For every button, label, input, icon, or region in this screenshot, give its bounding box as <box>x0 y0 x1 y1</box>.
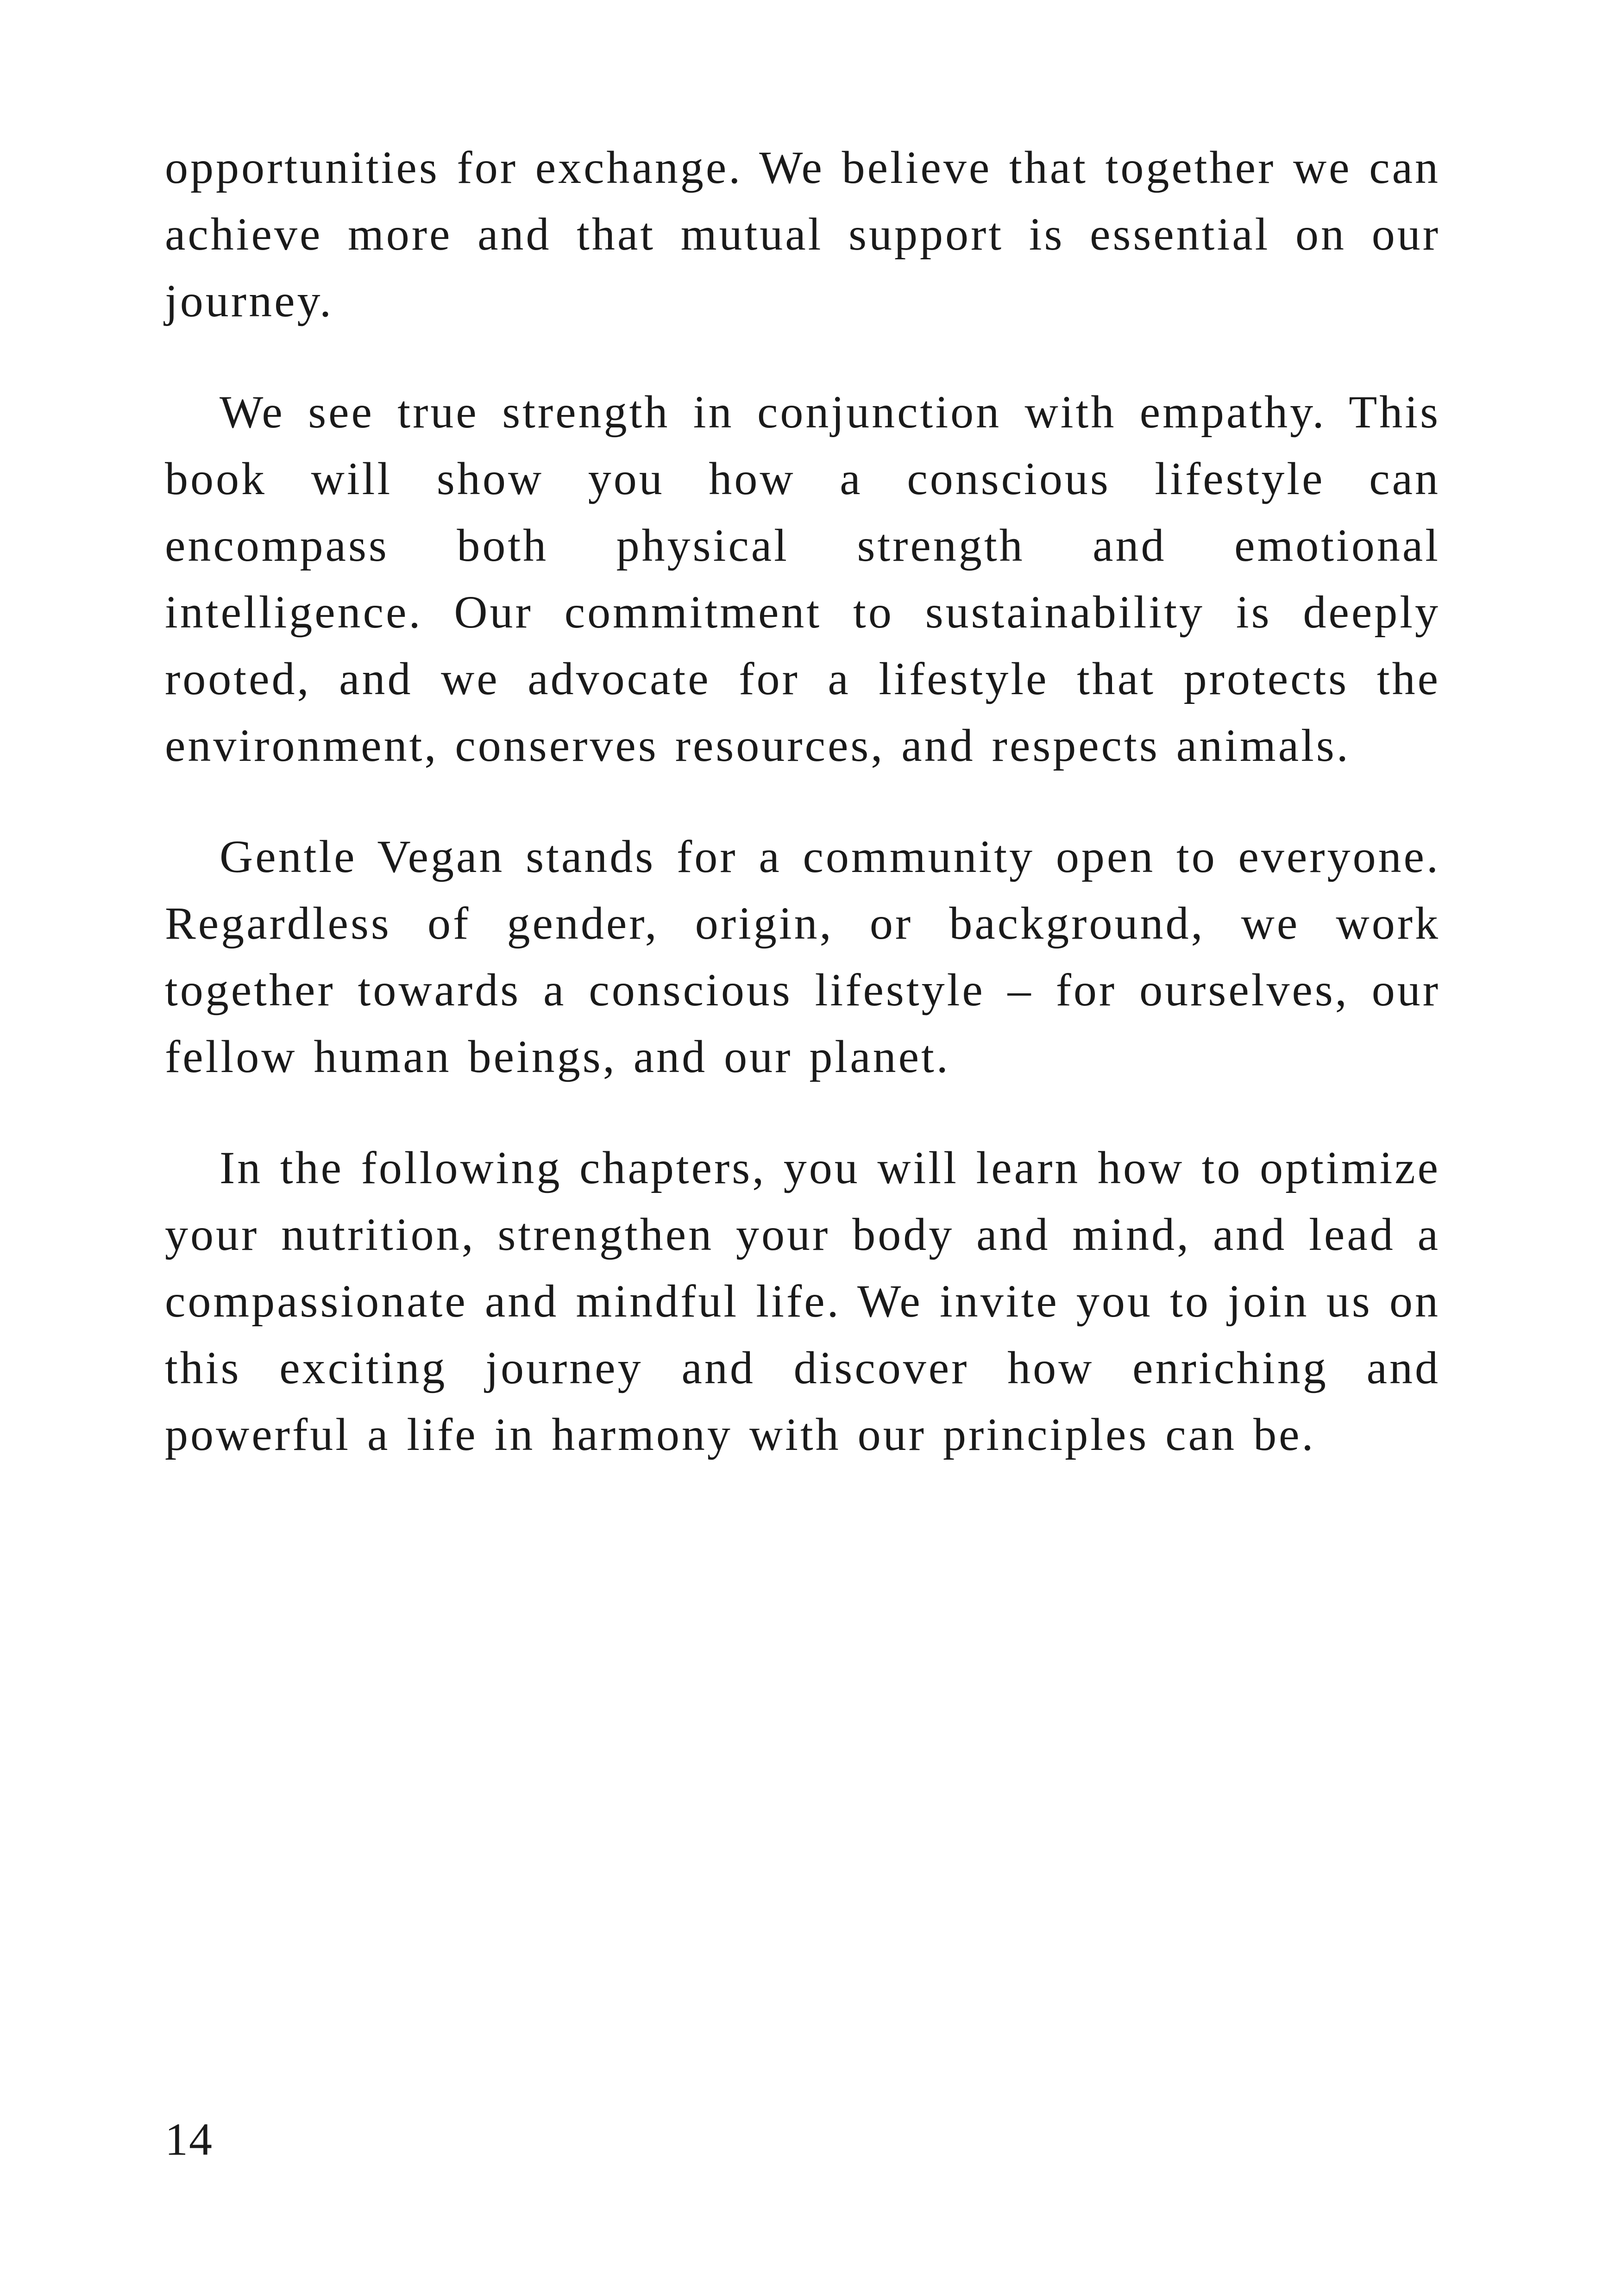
page-number: 14 <box>165 2114 213 2165</box>
paragraph-strength-empathy: We see true strength in conjunction with empathy. This book will show you how a conscious lifestyle can encompass both physical strength and emotional intelligence. Our commitment to sustainability is deeply rooted, and we advocate for a lifestyle that protects the environment, conserves resources, and respects animals. <box>165 386 1440 771</box>
body-text <box>165 134 1440 1512</box>
paragraph-community: Gentle Vegan stands for a community open to everyone. Regardless of gender, origin, or background, we work together towards a conscious lifestyle – for ourselves, our fellow human beings, and our planet. <box>165 831 1440 1082</box>
paragraph-continuation: opportunities for exchange. We believe that together we can achieve more and that mutual support is essential on our journey. <box>165 142 1440 326</box>
paragraph-following-chapters: In the following chapters, you will learn how to optimize your nutrition, strengthen your body and mind, and lead a compassionate and mindful life. We invite you to join us on this exciting journey and discover how enriching and powerful a life in harmony with our principles can be. <box>165 1142 1440 1460</box>
